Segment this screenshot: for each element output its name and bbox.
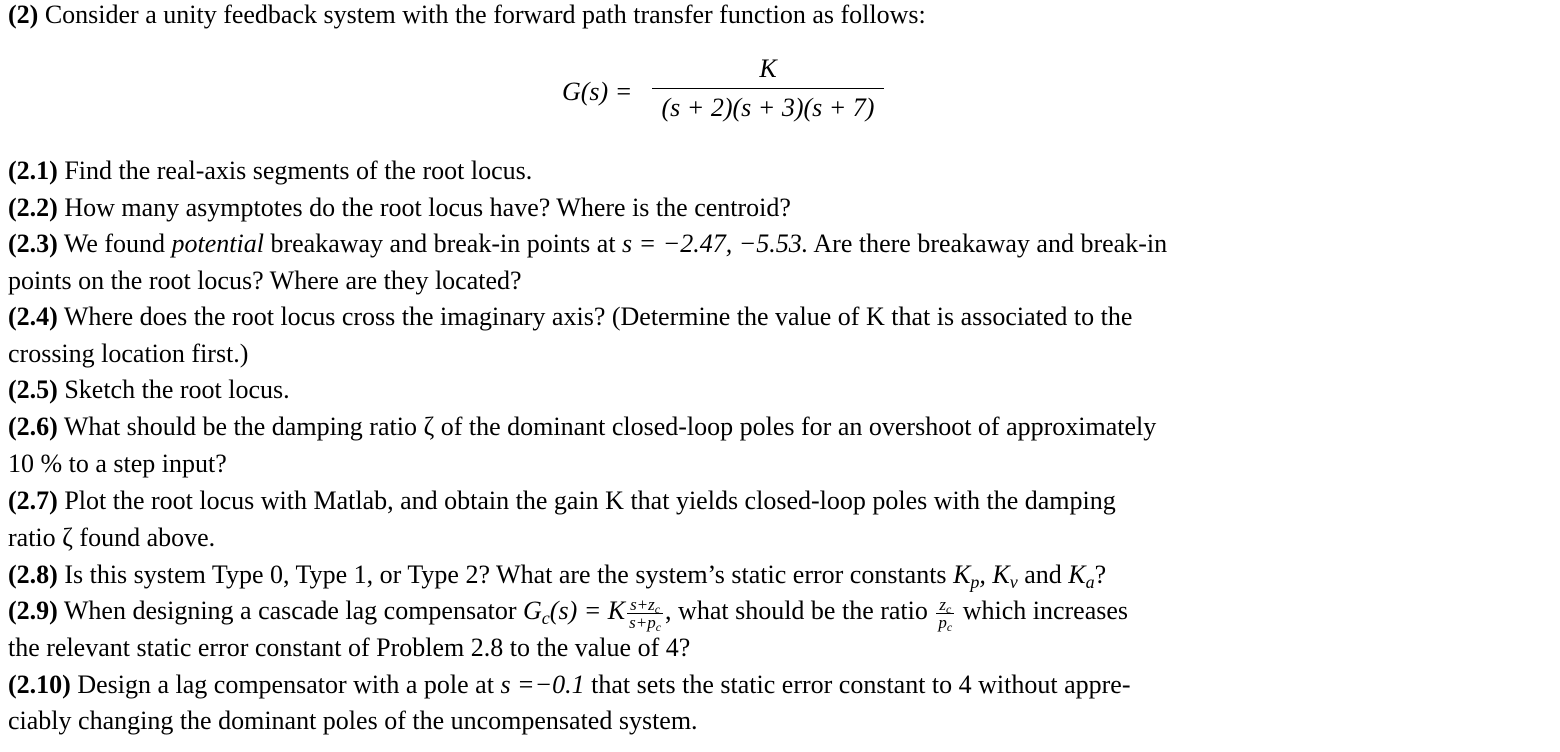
question-text: What should be the damping ratio ζ of the dominant closed-loop poles for an overshoot of approximately: [63, 412, 1157, 441]
question-text-a: Design a lag compensator with a pole at: [77, 670, 494, 699]
question-label: (2.7): [8, 486, 58, 515]
math-expression: s = −2.47, −5.53.: [622, 229, 809, 258]
question-label: (2.10): [8, 670, 71, 699]
problem-intro-text: Consider a unity feedback system with the forward path transfer function as follows:: [44, 0, 926, 29]
ratio-fraction: $\frac{z_c}{p_c}$: [938, 594, 953, 634]
question-text-cont: points on the root locus? Where are they located?: [8, 266, 522, 295]
question-text-c: which increases: [962, 596, 1129, 625]
question-text-c: Are there breakaway and break-in: [813, 229, 1168, 258]
equation-numerator: K: [759, 54, 777, 83]
question-label: (2.5): [8, 375, 58, 404]
question-2-7: [8, 484, 1116, 518]
question-label: (2.9): [8, 596, 58, 625]
equation-lhs-text: G(s) =: [562, 77, 633, 106]
question-text: Is this system Type 0, Type 1, or Type 2? What are the system’s static error constants: [64, 560, 947, 589]
question-2-3: [8, 227, 1167, 261]
question-2-9-continued: [8, 631, 690, 665]
question-text-italic: potential: [171, 229, 264, 258]
question-2-2: [8, 191, 791, 225]
math-expression: s =−0.1: [500, 670, 585, 699]
question-2-8: [8, 558, 1106, 592]
question-2-6: [8, 410, 1156, 444]
question-text-a: We found: [63, 229, 166, 258]
question-2-5: [8, 373, 290, 407]
question-text: Plot the root locus with Matlab, and obtain the gain K that yields closed-loop poles with the damping: [64, 486, 1116, 515]
question-2-3-continued: [8, 264, 522, 298]
question-2-4: [8, 300, 1132, 334]
question-label: (2.1): [8, 156, 58, 185]
question-text-b: that sets the static error constant to 4 without appre-: [591, 670, 1131, 699]
question-2-10-continued: [8, 704, 698, 738]
problem-header: [8, 0, 926, 32]
question-text-a: When designing a cascade lag compensator: [63, 596, 517, 625]
question-text-b: what should be the ratio: [678, 596, 928, 625]
question-2-4-continued: [8, 337, 248, 371]
question-text: Sketch the root locus.: [64, 375, 290, 404]
question-label: (2.4): [8, 302, 58, 331]
question-2-1: [8, 154, 532, 188]
question-2-6-continued: [8, 447, 227, 481]
question-text-cont: ratio ζ found above.: [8, 523, 216, 552]
question-2-7-continued: [8, 521, 215, 555]
question-text-cont: crossing location first.): [8, 339, 249, 368]
equation-fraction: [652, 52, 884, 125]
question-label: (2.3): [8, 229, 58, 258]
question-2-10: [8, 668, 1131, 702]
question-text: How many asymptotes do the root locus have? Where is the centroid?: [64, 193, 791, 222]
question-text: Where does the root locus cross the imaginary axis? (Determine the value of K that is associated to the: [63, 302, 1133, 331]
question-2-9: [8, 594, 1129, 634]
question-text: Find the real-axis segments of the root locus.: [64, 156, 533, 185]
question-label: (2.2): [8, 193, 58, 222]
question-text-b: breakaway and break-in points at: [270, 229, 616, 258]
transfer-function-equation: [562, 52, 892, 132]
question-text-cont: ciably changing the dominant poles of the uncompensated system.: [8, 706, 698, 735]
equation-lhs: [562, 77, 632, 107]
question-text-cont: 10 % to a step input?: [8, 449, 227, 478]
compensator-expression: $G_c(s) = K$ $\frac{s+z_c}{s+p_c}$ ,: [523, 594, 672, 634]
compensator-fraction: $\frac{s+z_c}{s+p_c}$: [629, 594, 662, 634]
question-text-cont: the relevant static error constant of Problem 2.8 to the value of 4?: [8, 633, 691, 662]
equation-denominator: (s + 2)(s + 3)(s + 7): [661, 93, 875, 122]
error-constants: $K_p$, $K_v$ and $K_a$?: [953, 560, 1107, 592]
question-label: (2.6): [8, 412, 58, 441]
problem-number: (2): [8, 0, 39, 29]
question-label: (2.8): [8, 560, 58, 589]
